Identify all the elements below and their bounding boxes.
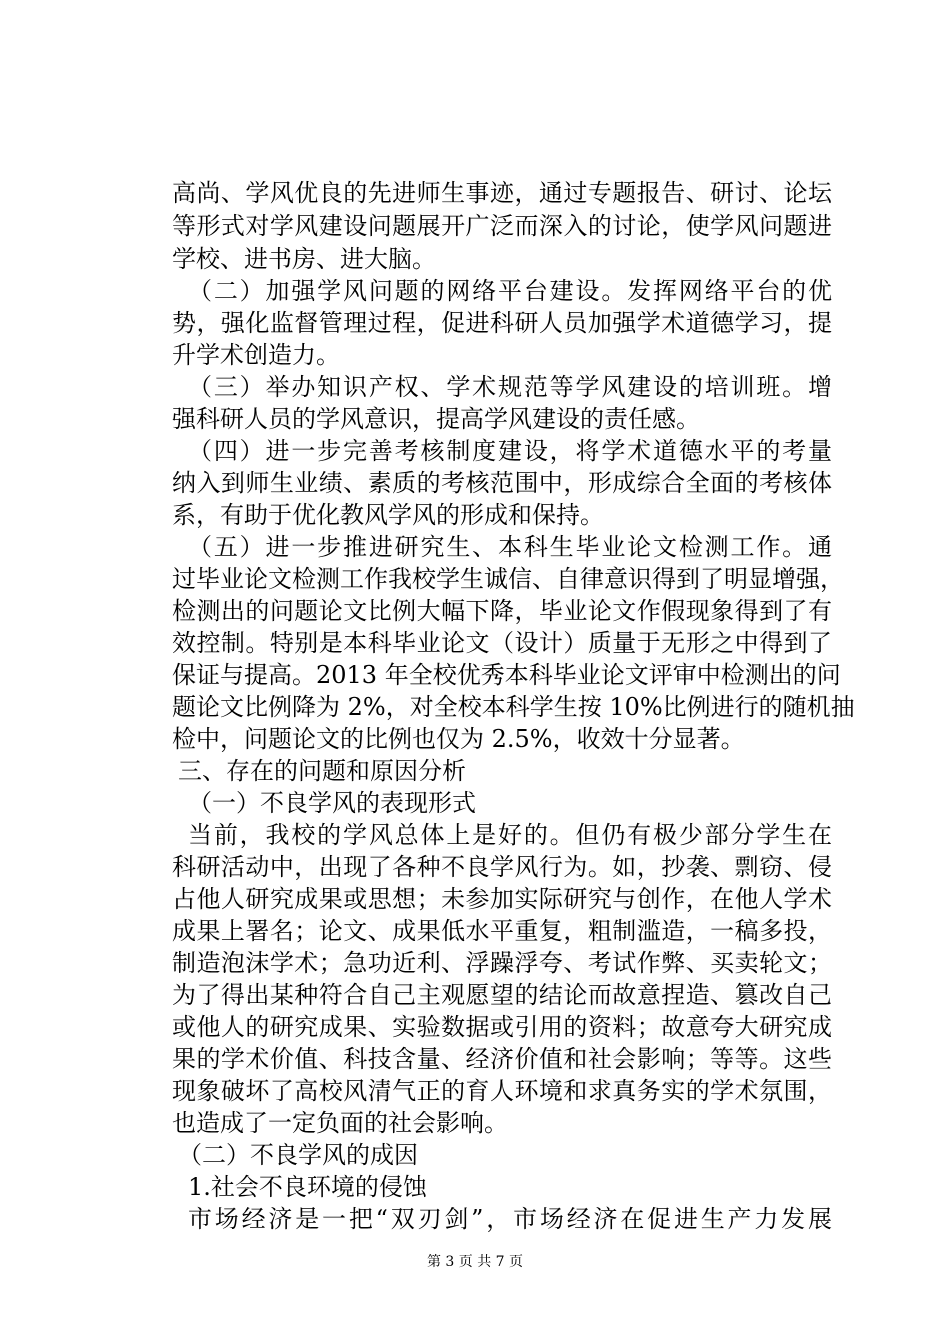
paragraph-line: 成果上署名；论文、成果低水平重复，粗制滥造，一稿多投， [172,917,832,945]
paragraph-line: 学校、进书房、进大脑。 [172,245,436,273]
paragraph-line: 也造成了一定负面的社会影响。 [172,1109,508,1137]
paragraph-line: 强科研人员的学风意识，提高学风建设的责任感。 [172,405,700,433]
paragraph-line: 效控制。特别是本科毕业论文（设计）质量于无形之中得到了 [172,629,832,657]
paragraph-line: 过毕业论文检测工作我校学生诚信、自律意识得到了明显增强， [172,565,844,593]
paragraph-line: （三）举办知识产权、学术规范等学风建设的培训班。增 [188,373,832,401]
paragraph-line: 纳入到师生业绩、素质的考核范围中，形成综合全面的考核体 [172,469,832,497]
paragraph-line: 为了得出某种符合自己主观愿望的结论而故意捏造、篡改自己 [172,981,832,1009]
paragraph-line: 检测出的问题论文比例大幅下降，毕业论文作假现象得到了有 [172,597,832,625]
paragraph-line: 现象破坏了高校风清气正的育人环境和求真务实的学术氛围， [172,1077,832,1105]
paragraph-line: 果的学术价值、科技含量、经济价值和社会影响；等等。这些 [172,1045,832,1073]
paragraph-line: （二）加强学风问题的网络平台建设。发挥网络平台的优 [188,277,832,305]
paragraph-line: 等形式对学风建设问题展开广泛而深入的讨论，使学风问题进 [172,212,832,240]
paragraph-line: 或他人的研究成果、实验数据或引用的资料；故意夸大研究成 [172,1013,832,1041]
page-footer: 第 3 页 共 7 页 [426,1254,524,1270]
subsubsection-heading: 1.社会不良环境的侵蚀 [188,1173,427,1201]
paragraph-line: 市场经济是一把“双刃剑”，市场经济在促进生产力发展 [188,1205,832,1233]
paragraph-line: 高尚、学风优良的先进师生事迹，通过专题报告、研讨、论坛 [172,179,832,207]
paragraph-line: 势，强化监督管理过程，促进科研人员加强学术道德学习，提 [172,309,832,337]
subsection-heading: （二）不良学风的成因 [178,1141,418,1169]
paragraph-line: （五）进一步推进研究生、本科生毕业论文检测工作。通 [188,533,832,561]
paragraph-line: 系，有助于优化教风学风的形成和保持。 [172,501,604,529]
paragraph-line: （四）进一步完善考核制度建设，将学术道德水平的考量 [188,437,832,465]
paragraph-line: 保证与提高。2013 年全校优秀本科毕业论文评审中检测出的问 [172,661,841,689]
section-heading: 三、存在的问题和原因分析 [178,757,466,785]
subsection-heading: （一）不良学风的表现形式 [188,789,476,817]
paragraph-line: 升学术创造力。 [172,341,340,369]
paragraph-line: 制造泡沫学术；急功近利、浮躁浮夸、考试作弊、买卖轮文； [172,949,832,977]
paragraph-line: 题论文比例降为 2%，对全校本科学生按 10%比例进行的随机抽 [172,693,855,721]
paragraph-line: 占他人研究成果或思想；未参加实际研究与创作，在他人学术 [172,885,832,913]
paragraph-line: 科研活动中，出现了各种不良学风行为。如，抄袭、剽窃、侵 [172,853,832,881]
paragraph-line: 当前，我校的学风总体上是好的。但仍有极少部分学生在 [188,821,832,849]
paragraph-line: 检中，问题论文的比例也仅为 2.5%，收效十分显著。 [172,725,745,753]
